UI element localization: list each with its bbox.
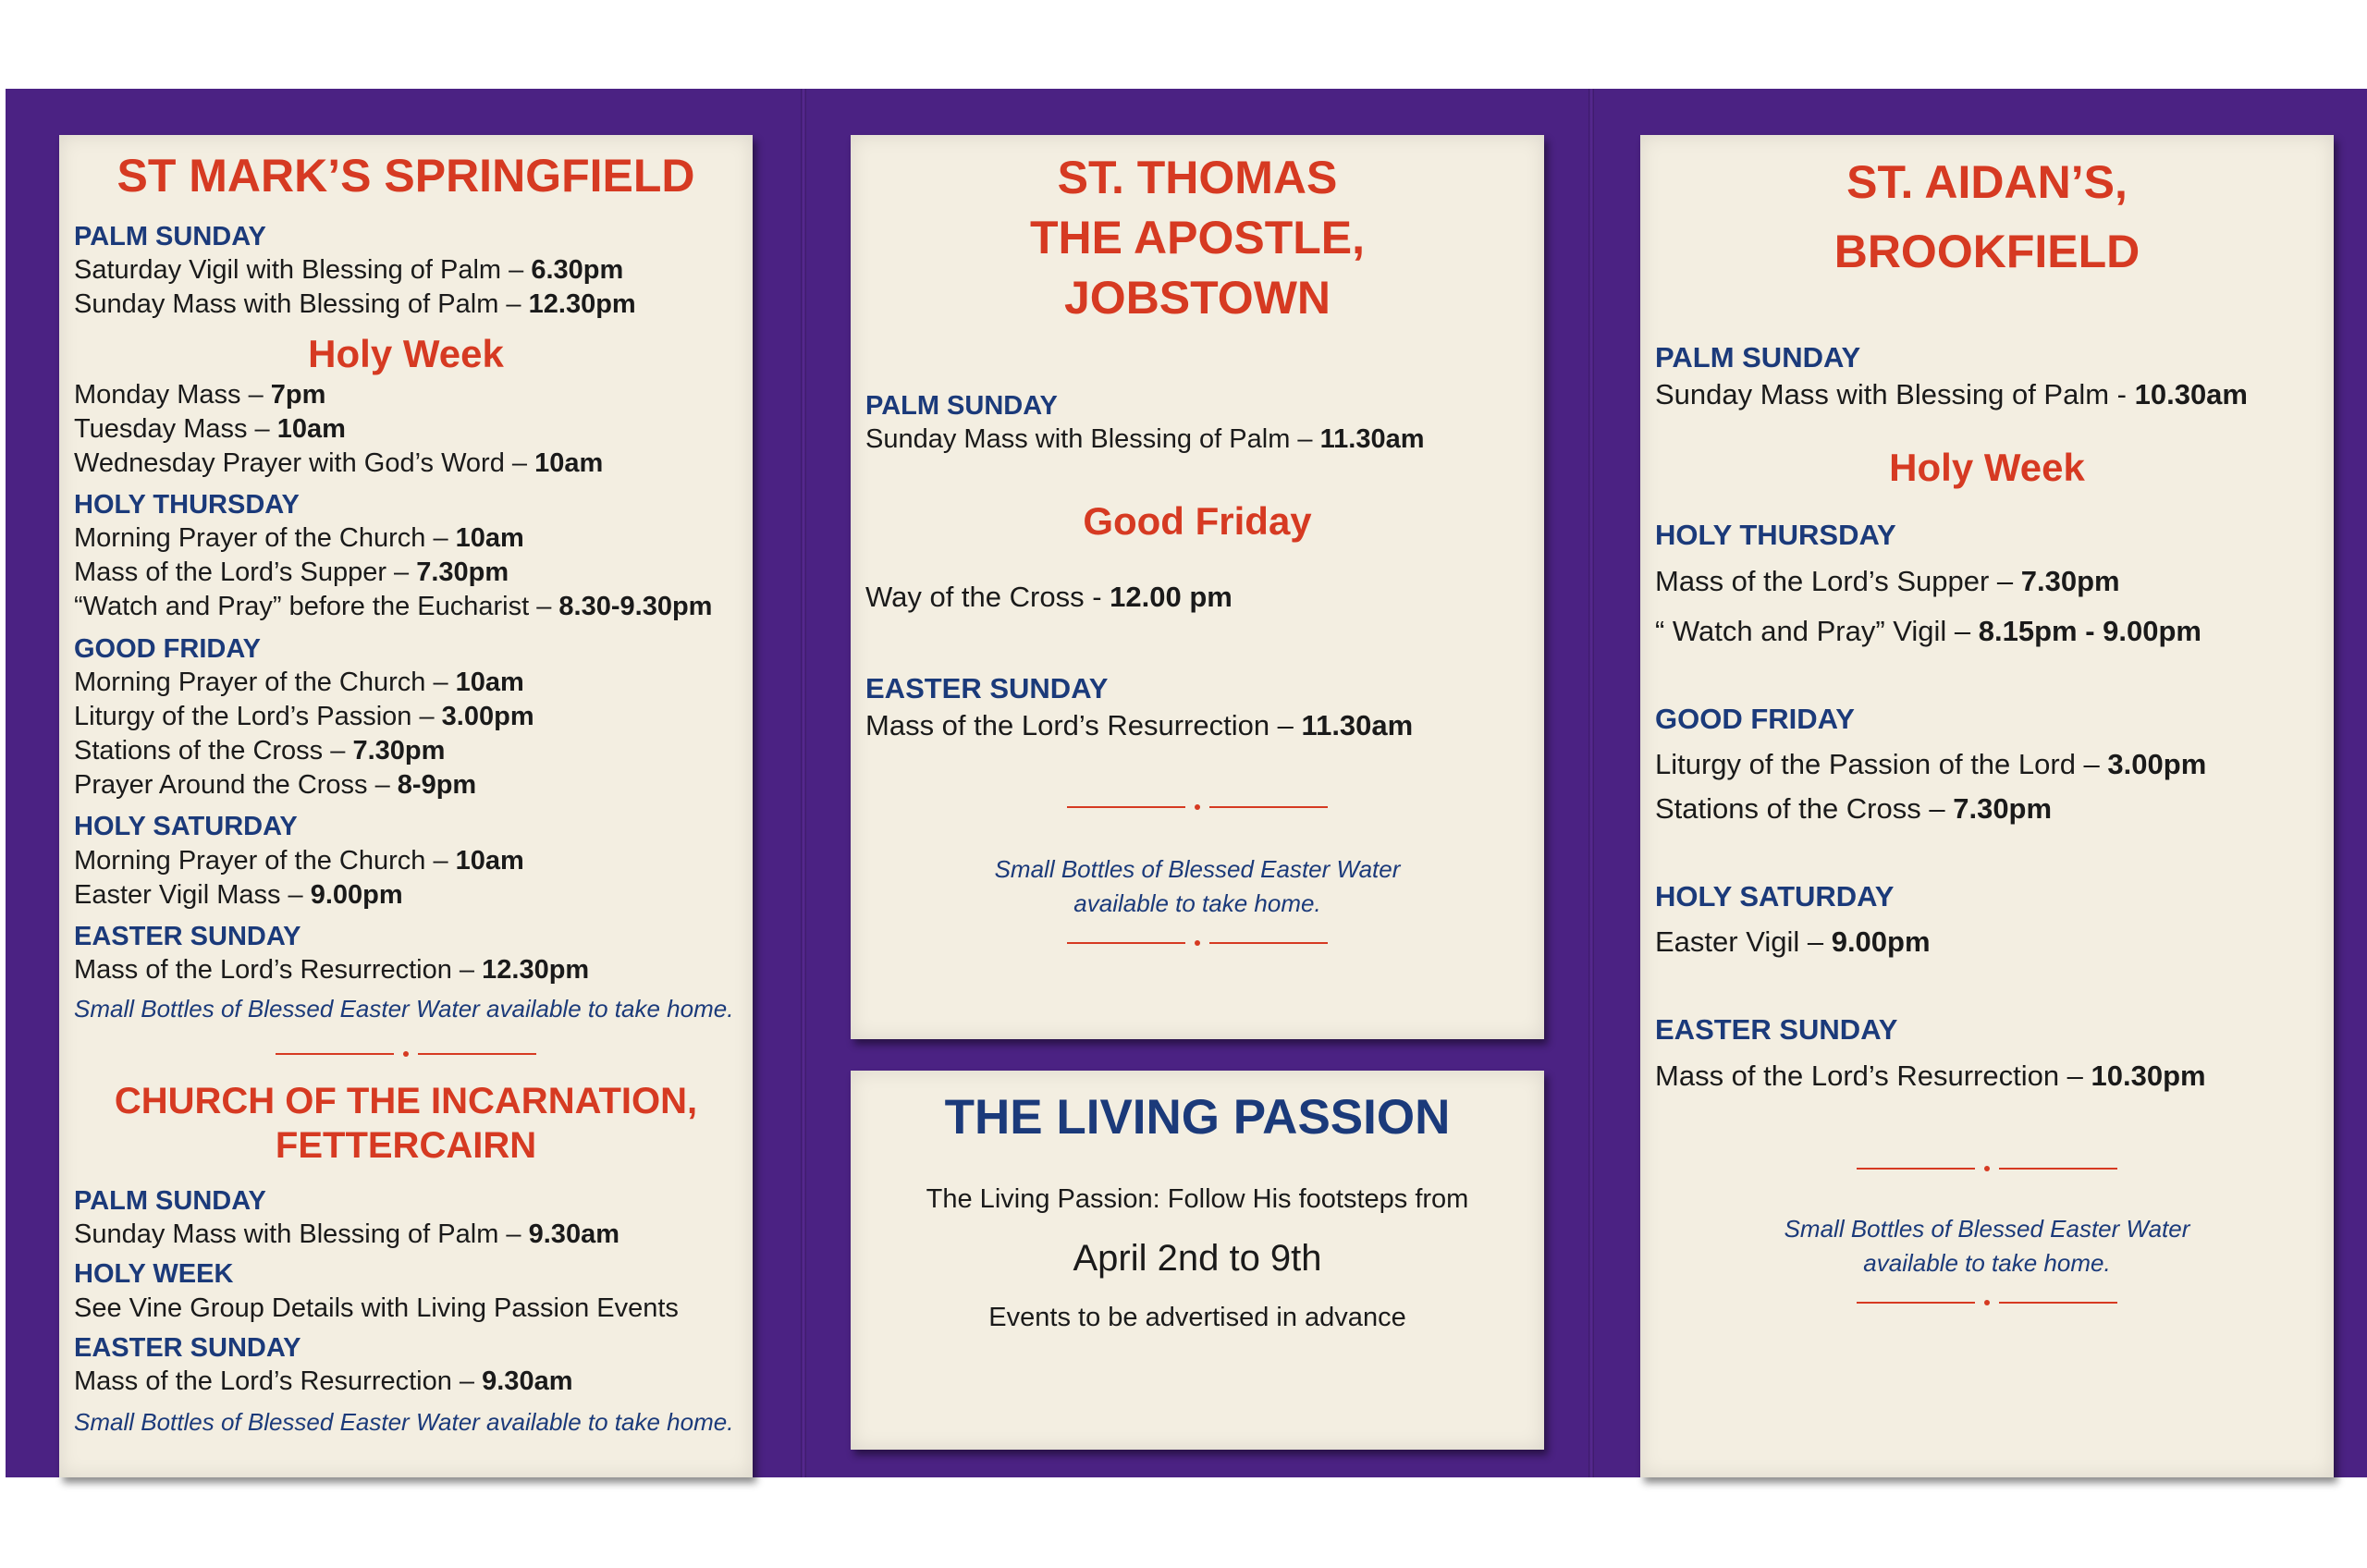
st-thomas-title-line-2: THE APOSTLE, [1029, 212, 1366, 263]
schedule-line: See Vine Group Details with Living Passion Events [74, 1292, 679, 1323]
schedule-line: Mass of the Lord’s Supper – 7.30pm [1655, 565, 2120, 598]
incarnation-title [74, 1079, 738, 1168]
ornament-divider [1655, 1300, 2319, 1305]
schedule-line: Prayer Around the Cross – 8-9pm [74, 770, 477, 801]
st-marks-easter-heading: EASTER SUNDAY [74, 921, 301, 951]
incarnation-palm-heading: PALM SUNDAY [74, 1186, 266, 1217]
st-marks-easter-water-note: Small Bottles of Blessed Easter Water available to take home. [74, 995, 734, 1023]
panel-st-thomas [851, 135, 1544, 1039]
living-passion-dates: April 2nd to 9th [1073, 1238, 1322, 1280]
st-marks-saturday-heading: HOLY SATURDAY [74, 812, 298, 842]
st-thomas-easter-water-note: Small Bottles of Blessed Easter Water available to take home. [994, 855, 1401, 917]
fold-line-left [801, 89, 806, 1477]
schedule-line: Saturday Vigil with Blessing of Palm – 6.30pm [74, 255, 624, 286]
st-thomas-palm-heading: PALM SUNDAY [865, 391, 1058, 421]
st-marks-title: ST MARK’S SPRINGFIELD [117, 150, 695, 202]
st-thomas-title-line-3: JOBSTOWN [1064, 272, 1331, 324]
schedule-line: Way of the Cross - 12.00 pm [865, 581, 1233, 614]
schedule-line: Mass of the Lord’s Supper – 7.30pm [74, 557, 509, 588]
panel-st-aidans [1640, 135, 2334, 1477]
incarnation-title-line-1: CHURCH OF THE INCARNATION, [114, 1081, 698, 1122]
st-thomas-title [865, 148, 1529, 328]
fold-line-right [1588, 89, 1594, 1477]
st-aidans-title [1655, 148, 2319, 287]
st-aidans-thursday-heading: HOLY THURSDAY [1655, 519, 1896, 552]
st-aidans-holy-week-title: Holy Week [1889, 446, 2085, 490]
schedule-line: Mass of the Lord’s Resurrection – 9.30am [74, 1366, 573, 1397]
incarnation-title-line-2: FETTERCAIRN [275, 1125, 537, 1167]
schedule-line: Tuesday Mass – 10am [74, 413, 346, 444]
schedule-line: “Watch and Pray” before the Eucharist – 8.30-9.30pm [74, 592, 713, 622]
incarnation-easter-heading: EASTER SUNDAY [74, 1332, 301, 1363]
schedule-line: Mass of the Lord’s Resurrection – 11.30am [865, 708, 1414, 741]
schedule-line: Mass of the Lord’s Resurrection – 12.30pm [74, 954, 590, 985]
st-thomas-title-line-1: ST. THOMAS [1057, 152, 1338, 203]
st-aidans-title-line-1: ST. AIDAN’S, [1846, 156, 2128, 208]
schedule-line: Easter Vigil – 9.00pm [1655, 925, 1931, 959]
st-aidans-easter-water-note: Small Bottles of Blessed Easter Water available to take home. [1784, 1215, 2190, 1277]
schedule-line: Sunday Mass with Blessing of Palm – 11.30am [865, 424, 1425, 455]
schedule-line: Monday Mass – 7pm [74, 379, 326, 410]
schedule-line: Sunday Mass with Blessing of Palm – 12.30pm [74, 289, 636, 320]
schedule-line: Sunday Mass with Blessing of Palm - 10.30am [1655, 377, 2248, 410]
panel-living-passion [851, 1071, 1544, 1450]
ornament-divider [1655, 1166, 2319, 1171]
st-thomas-easter-heading: EASTER SUNDAY [865, 672, 1109, 705]
st-marks-friday-heading: GOOD FRIDAY [74, 633, 261, 664]
ornament-divider [865, 940, 1529, 946]
living-passion-advert-note: Events to be advertised in advance [988, 1303, 1406, 1333]
st-marks-palm-heading: PALM SUNDAY [74, 222, 266, 251]
schedule-line: Morning Prayer of the Church – 10am [74, 667, 524, 697]
st-aidans-saturday-heading: HOLY SATURDAY [1655, 879, 1895, 913]
schedule-line: Morning Prayer of the Church – 10am [74, 523, 524, 554]
st-aidans-palm-heading: PALM SUNDAY [1655, 341, 1861, 374]
schedule-line: Mass of the Lord’s Resurrection – 10.30pm [1655, 1059, 2206, 1092]
st-thomas-good-friday-title: Good Friday [1083, 499, 1312, 544]
incarnation-week-heading: HOLY WEEK [74, 1259, 234, 1290]
ornament-divider [74, 1051, 738, 1057]
schedule-line: Stations of the Cross – 7.30pm [1655, 791, 2053, 825]
schedule-line: Sunday Mass with Blessing of Palm – 9.30am [74, 1219, 619, 1250]
living-passion-description: The Living Passion: Follow His footsteps from [926, 1184, 1469, 1214]
ornament-divider [865, 804, 1529, 810]
schedule-line: “ Watch and Pray” Vigil – 8.15pm - 9.00pm [1655, 614, 2201, 647]
schedule-line: Liturgy of the Lord’s Passion – 3.00pm [74, 701, 534, 731]
schedule-line: Liturgy of the Passion of the Lord – 3.00pm [1655, 748, 2207, 781]
st-marks-holy-week-title: Holy Week [308, 332, 504, 376]
incarnation-easter-water-note: Small Bottles of Blessed Easter Water available to take home. [74, 1408, 734, 1437]
schedule-line: Easter Vigil Mass – 9.00pm [74, 879, 403, 910]
st-aidans-title-line-2: BROOKFIELD [1834, 226, 2140, 277]
schedule-line: Stations of the Cross – 7.30pm [74, 736, 446, 766]
st-marks-thursday-heading: HOLY THURSDAY [74, 489, 300, 520]
panel-st-marks [59, 135, 753, 1477]
st-aidans-friday-heading: GOOD FRIDAY [1655, 702, 1855, 735]
st-aidans-easter-heading: EASTER SUNDAY [1655, 1013, 1898, 1047]
schedule-line: Morning Prayer of the Church – 10am [74, 845, 524, 876]
living-passion-title: THE LIVING PASSION [944, 1090, 1451, 1145]
schedule-line: Wednesday Prayer with God’s Word – 10am [74, 447, 604, 478]
